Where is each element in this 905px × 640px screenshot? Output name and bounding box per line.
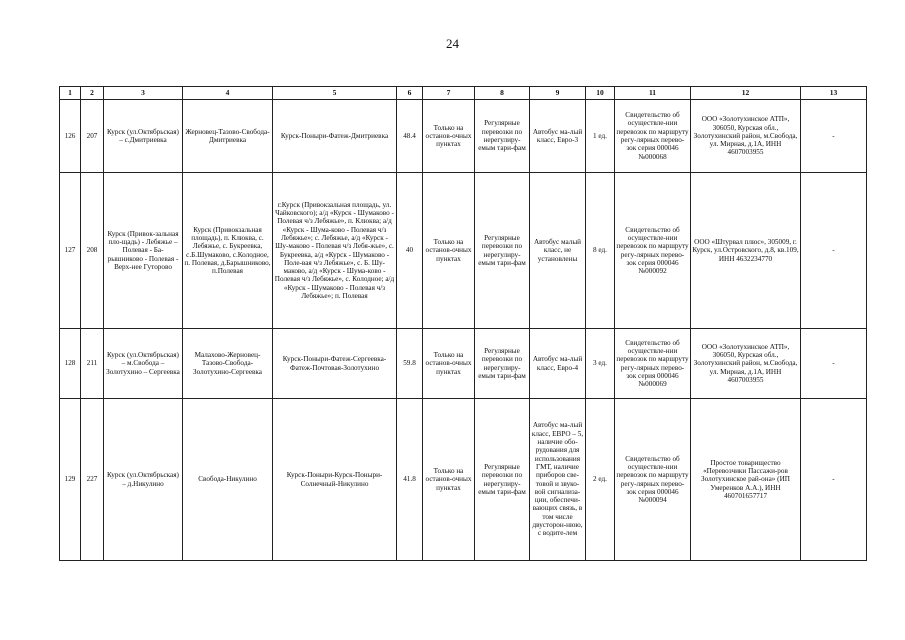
header-cell: 10 [586, 87, 615, 100]
table-row [60, 329, 867, 399]
row-number-cell: 127 [60, 173, 81, 329]
route-endpoints-cell: Курск (ул.Октябрьская) – м.Свобода – Золотухино – Сергеевка [104, 329, 183, 399]
boarding-procedure-cell: Только на останов-очных пунктах [423, 173, 475, 329]
boarding-procedure-cell: Только на останов-очных пунктах [423, 399, 475, 561]
table-row [60, 100, 867, 173]
row-number-cell: 126 [60, 100, 81, 173]
vehicle-cell: Автобус ма-лый класс, Евро-3 [530, 100, 586, 173]
header-cell: 5 [273, 87, 397, 100]
header-cell: 6 [397, 87, 423, 100]
boarding-procedure-cell: Только на останов-очных пунктах [423, 329, 475, 399]
boarding-procedure-cell: Только на останов-очных пунктах [423, 100, 475, 173]
note-cell: - [801, 173, 867, 329]
intermediate-stops-cell: Курск (Привокзальная площадь), п. Клюква, с. Лебяжье, с. Букреевка, с.Б.Шумаково, с.Колодное, п. Полевая, д.Барышниково, п.Полевая [183, 173, 273, 329]
certificate-cell: Свидетельство об осуществле-нии перевозок по маршруту регу-лярных перево-зок серия 000046 №000069 [615, 329, 691, 399]
carrier-cell: ООО «Золотухинское АТП», 306050, Курская обл., Золотухинский район, м.Свобода, ул. Мирная, д.1А, ИНН 4607003955 [691, 329, 801, 399]
vehicle-cell: Автобус малый класс, не установлены [530, 173, 586, 329]
note-cell: - [801, 329, 867, 399]
header-cell: 4 [183, 87, 273, 100]
header-cell: 13 [801, 87, 867, 100]
vehicle-quantity-cell: 1 ед. [586, 100, 615, 173]
route-number-cell: 208 [81, 173, 104, 329]
carrier-cell: ООО «Штурвал плюс», 305009, г. Курск, ул.Островского, д.8, кв.109, ИНН 4632234770 [691, 173, 801, 329]
table-row [60, 399, 867, 561]
certificate-cell: Свидетельство об осуществле-нии перевозок по маршруту регу-лярных перево-зок серия 000046 №000094 [615, 399, 691, 561]
transport-type-cell: Регулярные перевозки по нерегулиру-емым тари-фам [475, 329, 530, 399]
streets-cell: Курск-Поныри-Фатеж-Сергеевка-Фатеж-Почтовая-Золотухино [273, 329, 397, 399]
certificate-cell: Свидетельство об осуществле-нии перевозок по маршруту регу-лярных перево-зок серия 000046 №000092 [615, 173, 691, 329]
header-cell: 9 [530, 87, 586, 100]
vehicle-cell: Автобус ма-лый класс, ЕВРО – 5, наличие обо-рудования для использования ГМТ, наличие приборов све-товой и звуко-вой сигнализа-ции, обеспечи-вающих связь, в том числе двусторон-нюю, с водите-лем [530, 399, 586, 561]
intermediate-stops-cell: Малахово-Жерновец-Тазово-Свобода-Золотухино-Сергеевка [183, 329, 273, 399]
header-cell: 3 [104, 87, 183, 100]
carrier-cell: ООО «Золотухинское АТП», 306050, Курская обл., Золотухинский район, м.Свобода, ул. Мирная, д.1А, ИНН 4607003955 [691, 100, 801, 173]
header-row [60, 87, 867, 100]
vehicle-quantity-cell: 2 ед. [586, 399, 615, 561]
transport-type-cell: Регулярные перевозки по нерегулиру-емым тари-фам [475, 173, 530, 329]
route-number-cell: 207 [81, 100, 104, 173]
header-cell: 11 [615, 87, 691, 100]
page-number: 24 [446, 36, 459, 51]
route-number-cell: 211 [81, 329, 104, 399]
vehicle-cell: Автобус ма-лый класс, Евро-4 [530, 329, 586, 399]
streets-cell: Курск-Поныри-Фатеж-Дмитриевка [273, 100, 397, 173]
transport-type-cell: Регулярные перевозки по нерегулиру-емым тари-фам [475, 399, 530, 561]
route-endpoints-cell: Курск (Привок-зальная пло-щадь) - Лебяжье – Полевая - Ба-рышниково - Полевая - Верх-нее Гуторово [104, 173, 183, 329]
vehicle-quantity-cell: 8 ед. [586, 173, 615, 329]
route-length-cell: 40 [397, 173, 423, 329]
route-length-cell: 41.8 [397, 399, 423, 561]
certificate-cell: Свидетельство об осуществле-нии перевозок по маршруту регу-лярных перево-зок серия 000046 №000068 [615, 100, 691, 173]
header-cell: 2 [81, 87, 104, 100]
carrier-cell: Простое товарищество «Перевозчики Пассажи-ров Золотухинское рай-она» (ИП Умеренков А.А.), ИНН 460701657717 [691, 399, 801, 561]
header-cell: 8 [475, 87, 530, 100]
route-length-cell: 59.8 [397, 329, 423, 399]
route-number-cell: 227 [81, 399, 104, 561]
note-cell: - [801, 399, 867, 561]
header-cell: 7 [423, 87, 475, 100]
vehicle-quantity-cell: 3 ед. [586, 329, 615, 399]
route-endpoints-cell: Курск (ул.Октябрьская) – с.Дмитриевка [104, 100, 183, 173]
table-row [60, 173, 867, 329]
intermediate-stops-cell: Свобода-Никулино [183, 399, 273, 561]
streets-cell: Курск-Поныри-Курск-Поныри-Солнечный-Никулино [273, 399, 397, 561]
transport-type-cell: Регулярные перевозки по нерегулиру-емым тари-фам [475, 100, 530, 173]
row-number-cell: 128 [60, 329, 81, 399]
streets-cell: г.Курск (Привокзальная площадь, ул. Чайковского); а/д «Курск - Шумаково - Полевая ч/з Лебяжье», п. Клюква; а/д «Курск - Шума-ково - Полевая ч/з Лебяжье»; с. Лебяжье, а/д «Курск - Шу-маково - Полевая ч/з Лебя-жье», с. Букреевка, а/д «Курск - Шумаково - Поле-вая ч/з Лебяжье», с. Б. Шу-маково, а/д «Курск - Шума-ково - Полевая ч/з Лебяжье», с. Колодное; а/д «Курск - Шумаково - Полевая ч/з Лебяжье»; п. Полевая [273, 173, 397, 329]
route-registry-table [59, 86, 867, 561]
intermediate-stops-cell: Жерновец-Тазово-Свобода-Дмитриевка [183, 100, 273, 173]
note-cell: - [801, 100, 867, 173]
route-length-cell: 48.4 [397, 100, 423, 173]
header-cell: 12 [691, 87, 801, 100]
header-cell: 1 [60, 87, 81, 100]
route-endpoints-cell: Курск (ул.Октябрьская) – д.Никулино [104, 399, 183, 561]
row-number-cell: 129 [60, 399, 81, 561]
